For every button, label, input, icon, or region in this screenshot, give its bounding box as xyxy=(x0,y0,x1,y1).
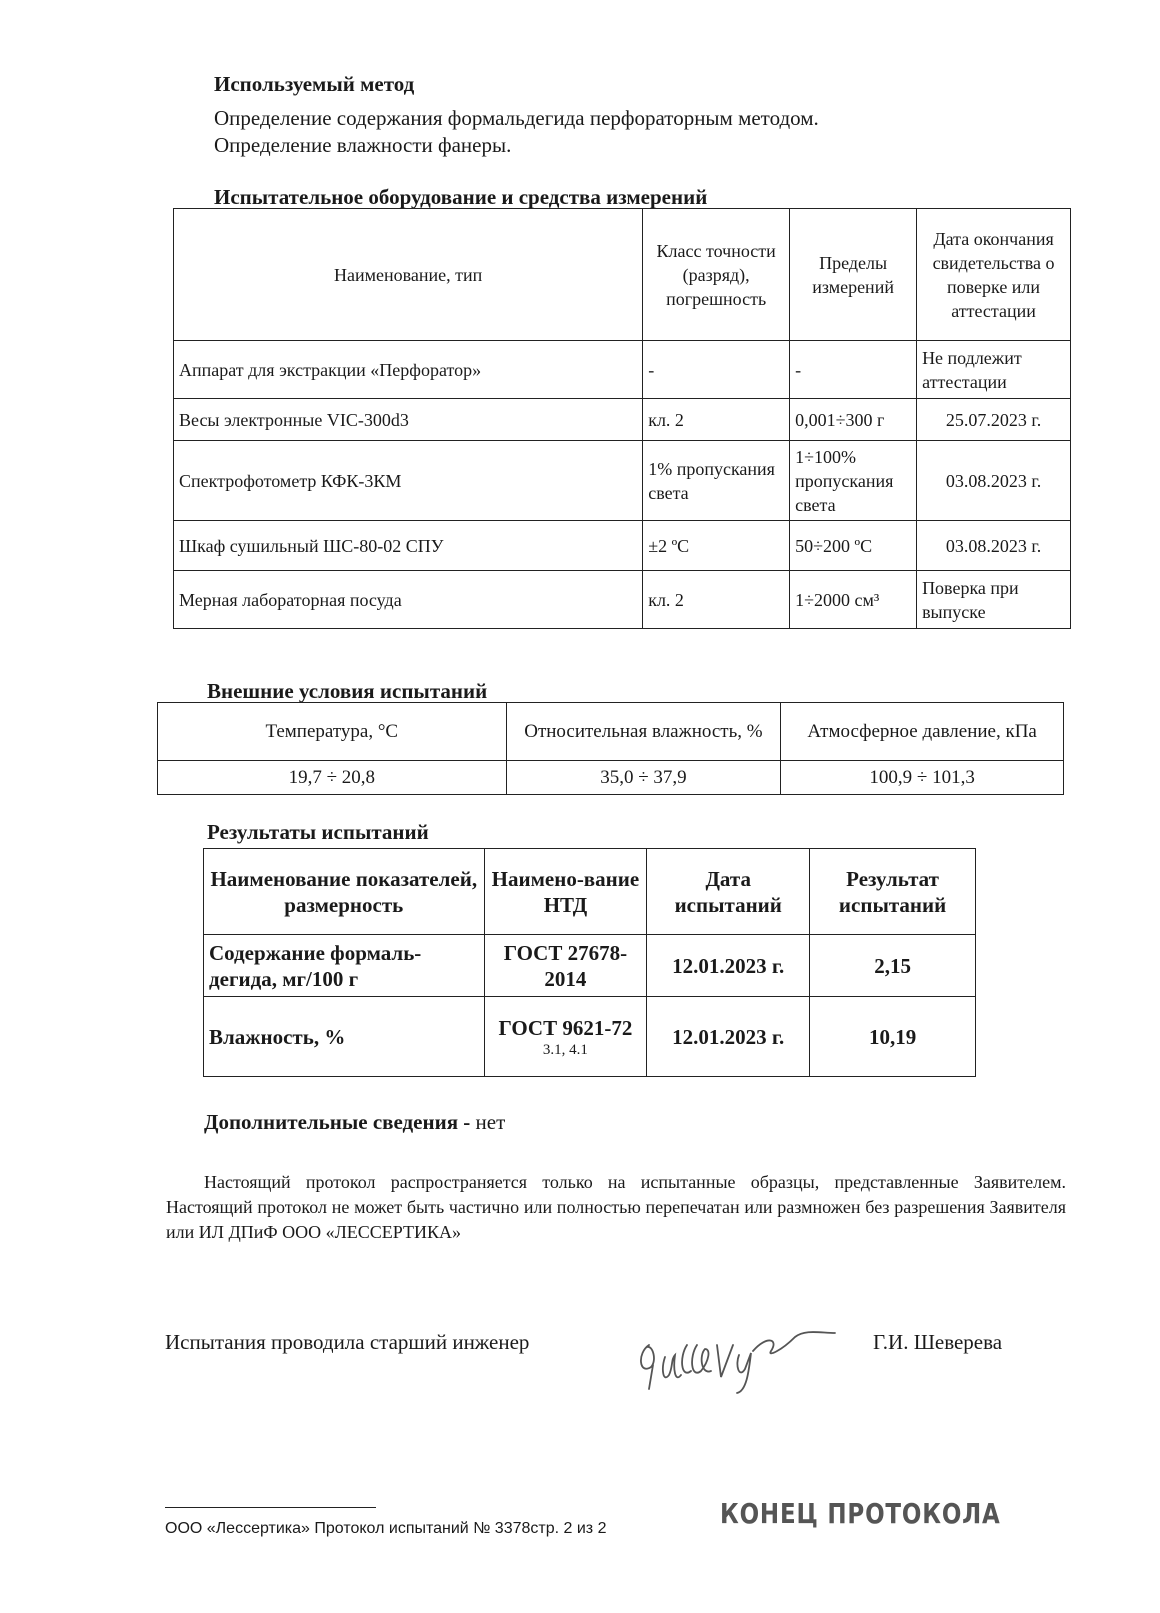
conditions-header-humidity: Относительная влажность, % xyxy=(506,703,781,761)
handwritten-signature xyxy=(635,1305,865,1395)
results-header-name: Наименование показателей, размерность xyxy=(204,849,485,935)
table-row xyxy=(158,761,1064,795)
conditions-header-temp: Температура, °С xyxy=(158,703,507,761)
results-ntd-cell xyxy=(484,997,647,1077)
equipment-cell: кл. 2 xyxy=(643,571,790,629)
equipment-cell: - xyxy=(643,341,790,399)
additional-value: нет xyxy=(470,1110,506,1134)
end-of-protocol-stamp: КОНЕЦ ПРОТОКОЛА xyxy=(720,1497,1001,1530)
table-row xyxy=(174,399,1071,441)
equipment-cell: ±2 ºС xyxy=(643,521,790,571)
equipment-header-limits: Пределы измерений xyxy=(790,209,917,341)
results-ntd: ГОСТ 27678-2014 xyxy=(484,935,647,997)
conditions-pressure-value: 100,9 ÷ 101,3 xyxy=(781,761,1064,795)
equipment-cell: 1÷2000 см³ xyxy=(790,571,917,629)
conditions-heading: Внешние условия испытаний xyxy=(207,679,488,703)
signer-name: Г.И. Шеверева xyxy=(873,1330,1003,1354)
results-indicator-name: Влажность, % xyxy=(204,997,485,1077)
method-line-1: Определение содержания формальдегида перфораторным методом. xyxy=(214,106,819,130)
equipment-cell: 1% пропускания света xyxy=(643,441,790,521)
conditions-humidity-value: 35,0 ÷ 37,9 xyxy=(506,761,781,795)
equipment-cell: 03.08.2023 г. xyxy=(917,521,1071,571)
signature-role: Испытания проводила старший инженер xyxy=(165,1330,530,1354)
results-header-date: Дата испытаний xyxy=(647,849,810,935)
results-value: 2,15 xyxy=(810,935,976,997)
results-table xyxy=(203,848,976,1077)
equipment-cell: 50÷200 ºС xyxy=(790,521,917,571)
equipment-cell: 25.07.2023 г. xyxy=(917,399,1071,441)
table-row xyxy=(204,935,976,997)
additional-info xyxy=(204,1110,505,1135)
equipment-cell: Шкаф сушильный ШС-80-02 СПУ xyxy=(174,521,643,571)
table-row xyxy=(174,341,1071,399)
additional-label: Дополнительные сведения - xyxy=(204,1110,471,1134)
footer-text: ООО «Лессертика» Протокол испытаний № 3378стр. 2 из 2 xyxy=(165,1520,607,1537)
results-header-result: Результат испытаний xyxy=(810,849,976,935)
equipment-cell: кл. 2 xyxy=(643,399,790,441)
equipment-header-class: Класс точности (разряд), погрешность xyxy=(643,209,790,341)
results-date: 12.01.2023 г. xyxy=(647,935,810,997)
equipment-cell: - xyxy=(790,341,917,399)
disclaimer: Настоящий протокол распространяется только на испытанные образцы, представленные Заявителем. Настоящий протокол не может быть частично или полностью перепечатан или размножен без разрешения Заявителя или ИЛ ДПиФ ООО «ЛЕССЕРТИКА» xyxy=(166,1172,1066,1242)
results-header-ntd: Наимено-вание НТД xyxy=(484,849,647,935)
results-ntd: ГОСТ 9621-72 xyxy=(498,1015,633,1040)
conditions-header-pressure: Атмосферное давление, кПа xyxy=(781,703,1064,761)
equipment-cell: Мерная лабораторная посуда xyxy=(174,571,643,629)
equipment-cell: 03.08.2023 г. xyxy=(917,441,1071,521)
conditions-table xyxy=(157,702,1064,795)
equipment-cell: Аппарат для экстракции «Перфоратор» xyxy=(174,341,643,399)
results-date: 12.01.2023 г. xyxy=(647,997,810,1077)
results-ntd-note: 3.1, 4.1 xyxy=(542,1041,588,1058)
equipment-cell: 1÷100% пропускания света xyxy=(790,441,917,521)
table-row xyxy=(204,997,976,1077)
equipment-cell: Весы электронные VIC-300d3 xyxy=(174,399,643,441)
equipment-cell: Поверка при выпуске xyxy=(917,571,1071,629)
table-row xyxy=(174,441,1071,521)
results-value: 10,19 xyxy=(810,997,976,1077)
method-heading: Используемый метод xyxy=(214,72,415,96)
equipment-cell: 0,001÷300 г xyxy=(790,399,917,441)
equipment-header-name: Наименование, тип xyxy=(174,209,643,341)
equipment-header-date: Дата окончания свидетельства о поверке или аттестации xyxy=(917,209,1071,341)
results-heading: Результаты испытаний xyxy=(207,820,429,844)
results-indicator-name: Содержание формаль-дегида, мг/100 г xyxy=(204,935,485,997)
table-row xyxy=(174,571,1071,629)
equipment-table xyxy=(173,208,1071,629)
footer-divider xyxy=(165,1507,376,1508)
equipment-cell: Спектрофотометр КФК-3КМ xyxy=(174,441,643,521)
table-row xyxy=(174,521,1071,571)
equipment-heading: Испытательное оборудование и средства измерений xyxy=(214,185,708,209)
conditions-temp-value: 19,7 ÷ 20,8 xyxy=(158,761,507,795)
method-line-2: Определение влажности фанеры. xyxy=(214,133,512,157)
equipment-cell: Не подлежит аттестации xyxy=(917,341,1071,399)
